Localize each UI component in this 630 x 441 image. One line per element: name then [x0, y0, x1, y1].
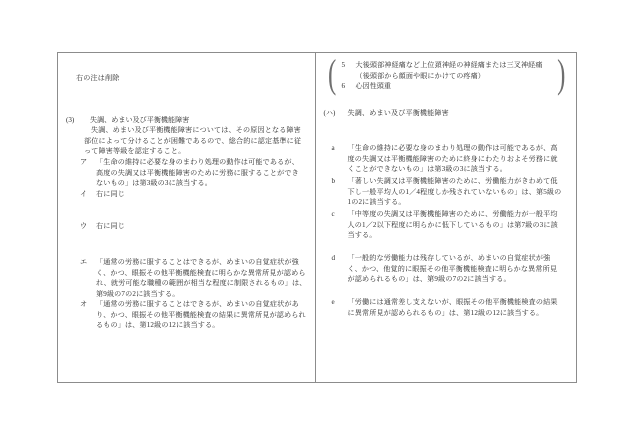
right-item-text-e: 「労働には通常差し支えないが、眼振その他平衡機能検査の結果に異常所見が認められるもの」は、第12級の12に該当する。 — [347, 298, 558, 317]
right-item-text-a: 「生命の維持に必要な身のまわり処理の動作は可能であるが、高度の失調又は平衡機能障害のために終身にわたりおよそ労務に就くことができないもの」は第3級の3に該当する。 — [347, 144, 558, 174]
left-item-text-d: 「通常の労務に服することはできるが、めまいの自覚症状が強く、かつ、眼振その他平衡機能検査に明らかな異常所見が認められ、就労可能な職種の範囲が相当な程度に制限されるもの」は、第9級の7の2に該当する。 — [96, 258, 307, 298]
right-item-marker-a: a — [331, 144, 335, 152]
braced-item-text-6: 心因性頭重 — [355, 82, 391, 90]
table-column-right — [316, 53, 577, 382]
left-item-text-e: 「通常の労務に服することはできるが、めまいの自覚症状があり、かつ、眼振その他平衡機能検査の結果に異常所見が認められるもの」は、第12級の12に該当する。 — [96, 300, 306, 330]
right-item-text-b: 「著しい失調又は平衡機能障害のために、労働能力がきわめて低下し一般平均人の1／4程度しか残されていないもの」は、第5級の1の2に該当する。 — [347, 177, 562, 207]
left-item-marker-a: ア — [80, 158, 88, 166]
left-item-text-b: 右に同じ — [96, 190, 125, 198]
right-item-marker-b: b — [331, 177, 336, 185]
left-item-marker-d: エ — [80, 258, 88, 266]
right-item-marker-e: e — [331, 298, 335, 306]
right-section-title: 失調、めまい及び平衡機能障害 — [347, 109, 449, 117]
left-section-title: 失調、めまい及び平衡機能障害 — [90, 116, 190, 124]
left-item-marker-b: イ — [80, 190, 88, 198]
braced-item-text-5: 大後頭部神経痛など上位頚神経の神経痛または三叉神経痛（後頭部から顔面や眼にかけての疼痛） — [355, 61, 543, 80]
left-item-marker-c: ウ — [80, 222, 88, 230]
braced-item-marker-5: 5 — [341, 61, 346, 69]
left-section-marker: (3) — [66, 116, 75, 124]
left-section-body: 失調、めまい及び平衡機能障害については、その原因となる障害部位によって分けることが困難であるので、総合的に認定基準に従って障害等級を認定すること。 — [84, 126, 302, 156]
left-item-text-a: 「生命の維持に必要な身のまわり処理の動作は可能であるが、高度の失調又は平衡機能障害のために労務に服することができないもの」は第3級の3に該当する。 — [96, 158, 299, 188]
close-brace-icon: ) — [557, 51, 566, 96]
comparison-table — [57, 52, 577, 383]
right-item-marker-d: d — [331, 254, 336, 262]
table-column-left — [58, 53, 316, 382]
braced-list-group — [327, 51, 566, 96]
left-item-text-c: 右に同じ — [96, 222, 125, 230]
left-item-marker-e: オ — [80, 300, 88, 308]
right-section-marker: (ハ) — [323, 109, 336, 117]
open-brace-icon: ( — [327, 51, 336, 96]
left-note: 右の注は削除 — [76, 74, 120, 82]
right-item-marker-c: c — [331, 210, 335, 218]
right-item-text-c: 「中等度の失調又は平衡機能障害のために、労働能力が一般平均人の1／2以下程度に明らかに低下しているもの」は第7級の3に該当する。 — [347, 210, 558, 240]
braced-item-marker-6: 6 — [341, 82, 346, 90]
right-item-text-d: 「一般的な労働能力は残存しているが、めまいの自覚症状が強く、かつ、他覚的に眼振その他平衡機能検査に明らかな異常所見が認められるもの」は、第9級の7の2に該当する。 — [347, 254, 558, 284]
